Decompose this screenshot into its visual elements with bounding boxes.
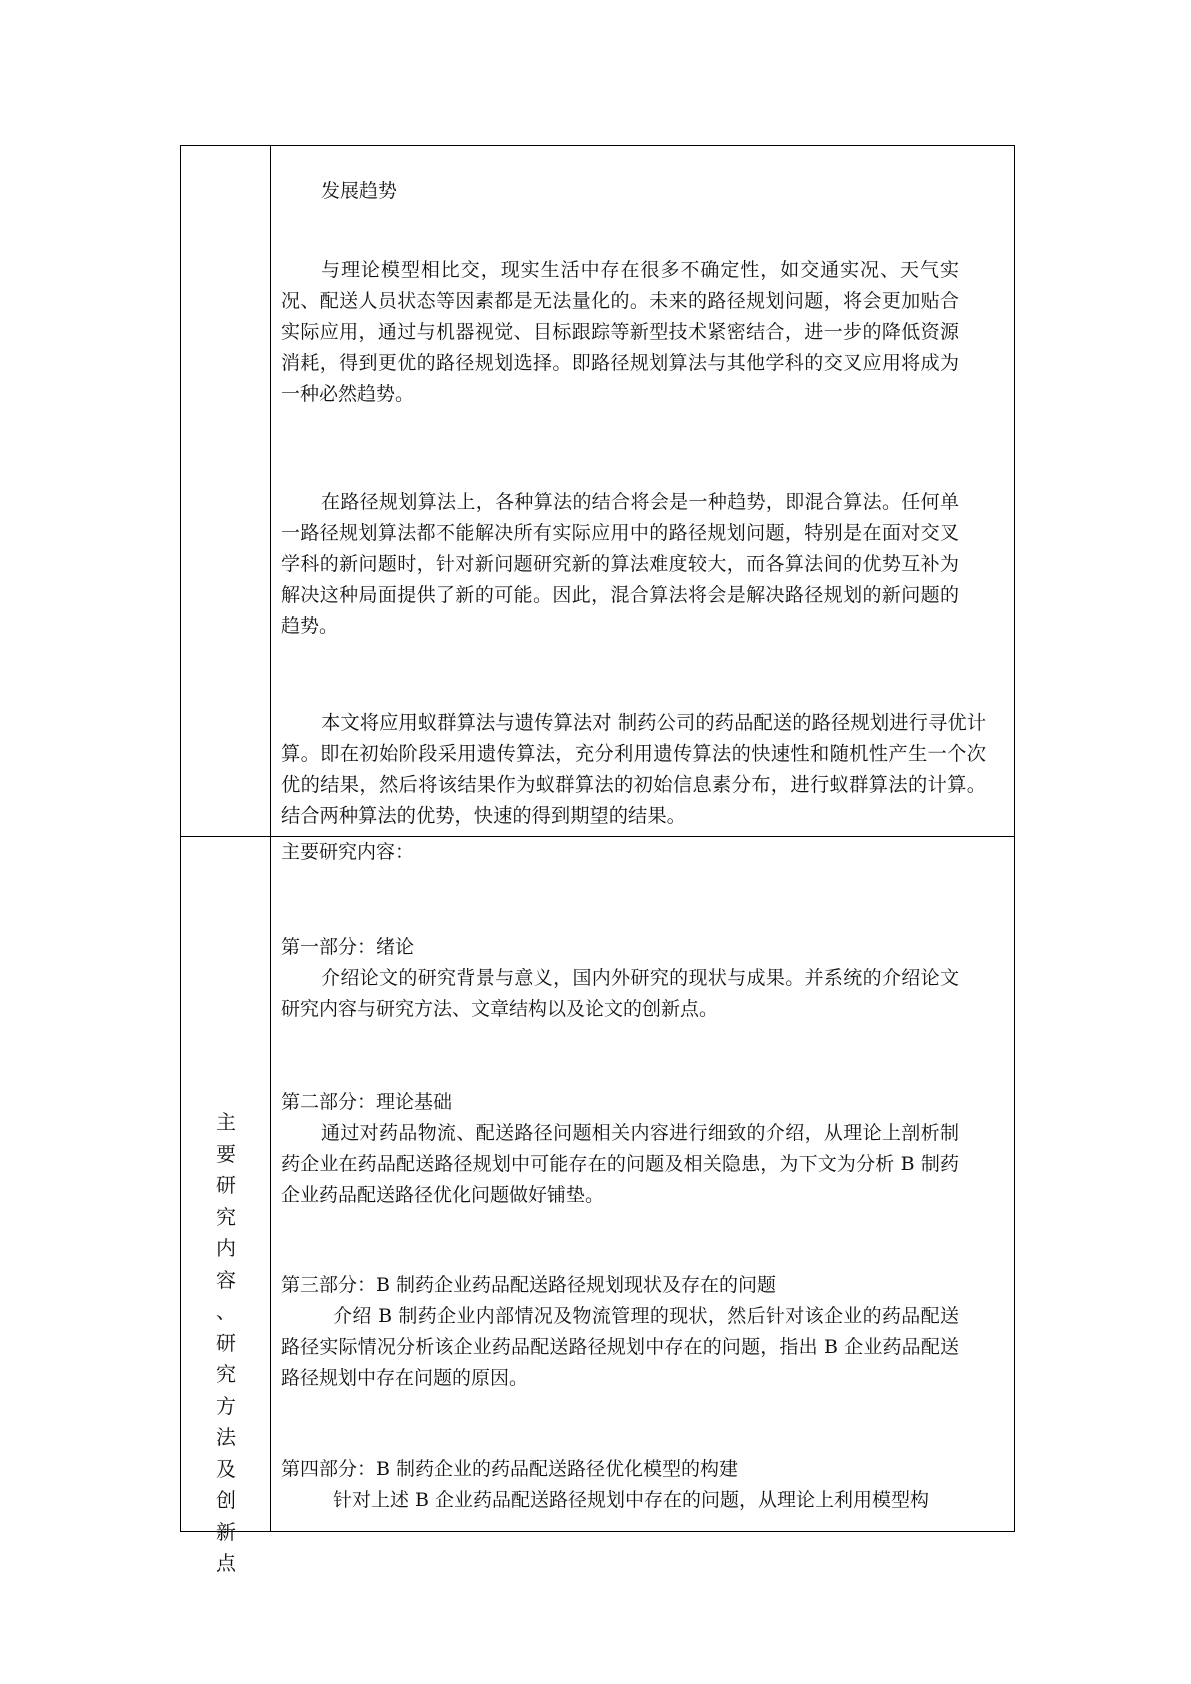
label-char: 容	[216, 1267, 236, 1292]
row-content-cell-trend	[271, 146, 1014, 836]
part4-body: 针对上述 B 企业药品配送路径规划中存在的问题，从理论上利用模型构	[333, 1489, 930, 1511]
trend-paragraph-3: 本文将应用蚁群算法与遗传算法对 制药公司的药品配送的路径规划进行寻优计算。即在初始阶段采用遗传算法，充分利用遗传算法的快速性和随机性产生一个次优的结果，然后将该结果作为蚁群算法的初始信息素分布，进行蚁群算法的计算。结合两种算法的优势，快速的得到期望的结果。	[281, 711, 986, 827]
table-row-research-content	[181, 837, 1014, 1575]
label-char: 创	[216, 1488, 236, 1512]
proposal-table	[180, 145, 1015, 1575]
part1-title: 第一部分：绪论	[281, 936, 415, 958]
trend-paragraph-2: 在路径规划算法上，各种算法的结合将会是一种趋势，即混合算法。任何单一路径规划算法都不能解决所有实际应用中的路径规划问题，特别是在面对交叉学科的新问题时，针对新问题研究新的算法难度较大，而各算法间的优势互补为解决这种局面提供了新的可能。因此，混合算法将会是解决路径规划的新问题的趋势。	[281, 491, 959, 637]
label-char: 新	[216, 1519, 236, 1544]
label-char: 要	[216, 1141, 236, 1166]
label-char: 主	[216, 1110, 236, 1134]
part2-title: 第二部分：理论基础	[281, 1091, 453, 1113]
label-char: 及	[216, 1456, 236, 1481]
label-char: 法	[216, 1425, 236, 1449]
table-row-trend	[181, 146, 1014, 837]
trend-paragraph-1: 与理论模型相比交，现实生活中存在很多不确定性，如交通实况、天气实况、配送人员状态等因素都是无法量化的。未来的路径规划问题，将会更加贴合实际应用，通过与机器视觉、目标跟踪等新型技术紧密结合，进一步的降低资源消耗，得到更优的路径规划选择。即路径规划算法与其他学科的交叉应用将成为一种必然趋势。	[281, 259, 959, 405]
label-char: 点	[216, 1551, 236, 1575]
row-label-cell-empty	[181, 146, 271, 836]
research-content-vertical-label	[181, 1107, 271, 1580]
row-label-cell-research	[181, 837, 271, 1575]
part1-body: 介绍论文的研究背景与意义，国内外研究的现状与成果。并系统的介绍论文研究内容与研究方法、文章结构以及论文的创新点。	[281, 967, 959, 1020]
label-char: 研	[216, 1173, 236, 1197]
label-char: 究	[216, 1362, 236, 1386]
research-content-title: 主要研究内容：	[281, 841, 415, 863]
label-char: 究	[216, 1204, 236, 1229]
label-char: 方	[216, 1393, 236, 1418]
part2-body: 通过对药品物流、配送路径问题相关内容进行细致的介绍，从理论上剖析制药企业在药品配送路径规划中可能存在的问题及相关隐患，为下文为分析 B 制药企业药品配送路径优化问题做好铺垫。	[281, 1122, 959, 1206]
label-char: 研	[216, 1330, 236, 1355]
trend-heading: 发展趋势	[321, 180, 398, 202]
part3-body: 介绍 B 制药企业内部情况及物流管理的现状，然后针对该企业的药品配送路径实际情况分析该企业药品配送路径规划中存在的问题，指出 B 企业药品配送路径规划中存在问题的原因。	[281, 1305, 959, 1389]
label-char: 内	[216, 1236, 236, 1260]
label-char: 、	[216, 1299, 236, 1323]
part3-title: 第三部分：B 制药企业药品配送路径规划现状及存在的问题	[281, 1274, 777, 1296]
part4-title: 第四部分：B 制药企业的药品配送路径优化模型的构建	[281, 1458, 739, 1480]
row-content-cell-research	[271, 837, 1014, 1531]
